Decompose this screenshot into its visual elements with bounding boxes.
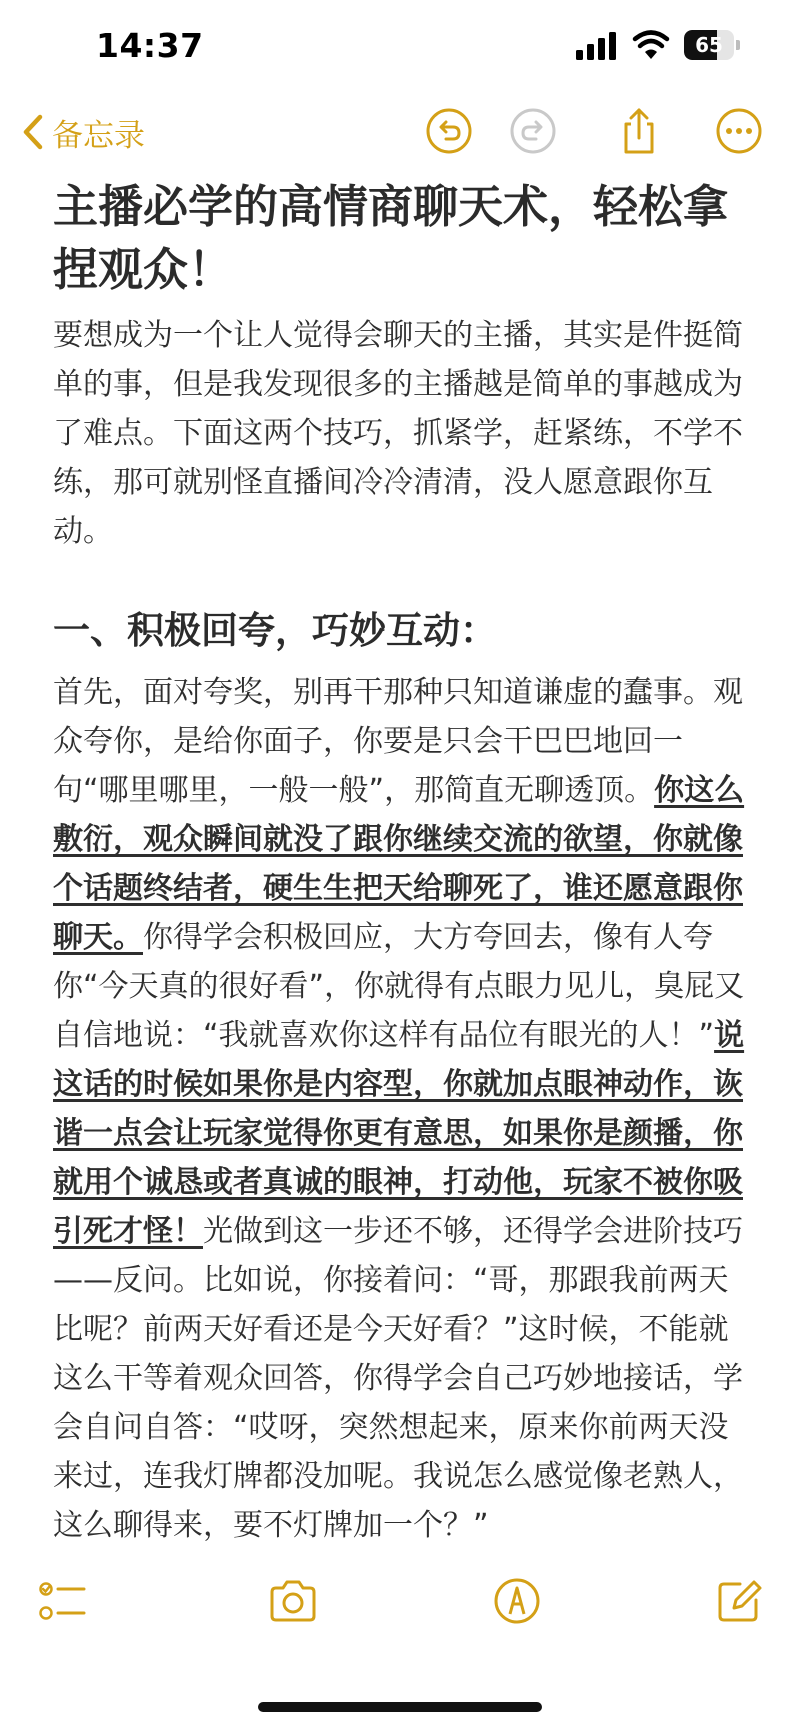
wifi-icon [632, 30, 670, 60]
status-bar [0, 0, 800, 90]
home-indicator[interactable] [258, 1702, 542, 1712]
battery-indicator [684, 30, 740, 60]
back-button[interactable] [22, 108, 145, 156]
redo-icon[interactable] [508, 106, 558, 156]
emphasized-text: 你这么敷衍，观众瞬间就没了跟你继续交流的欲望，你就像个话题终结者，硬生生把天给聊死了，谁还愿意跟你聊天。 [53, 773, 745, 955]
note-intro-paragraph: 要想成为一个让人觉得会聊天的主播，其实是件挺简单的事，但是我发现很多的主播越是简单的事越成为了难点。下面这两个技巧，抓紧学，赶紧练，不学不练，那可就别怪直播间冷冷清清，没人愿意跟你互动。 [53, 318, 743, 549]
paragraph-text: 首先，面对夸奖，别再干那种只知道谦虚的蠢事。观众夸你，是给你面子，你要是只会干巴巴地回一句“哪里哪里，一般一般”，那简直无聊透顶。 [53, 675, 743, 808]
back-label: 备忘录 [52, 117, 145, 154]
camera-icon[interactable] [268, 1576, 318, 1626]
battery-level: 65 [695, 33, 723, 57]
note-title: 主播必学的高情商聊天术，轻松拿捏观众！ [53, 180, 729, 296]
checklist-icon[interactable] [38, 1576, 88, 1626]
paragraph-text: 你得学会积极回应，大方夸回去，像有人夸你“今天真的很好看”，你就得有点眼力见儿，臭屁又自信地说：“我就喜欢你这样有品位有眼光的人！” [53, 920, 745, 1053]
more-icon[interactable] [714, 106, 764, 156]
cellular-signal-icon [576, 32, 620, 60]
emphasized-text: 说这话的时候如果你是内容型，你就加点眼神动作，诙谐一点会让玩家觉得你更有意思，如果你是颜播，你就用个诚恳或者真诚的眼神，打动他，玩家不被你吸引死才怪！ [53, 1018, 745, 1249]
chevron-left-icon [22, 113, 44, 151]
nav-bar [0, 100, 800, 164]
section-heading: 一、积极回夸，巧妙互动： [53, 609, 497, 652]
battery-nub [736, 40, 740, 50]
paragraph-text: 光做到这一步还不够，还得学会进阶技巧——反问。比如说，你接着问：“哥，那跟我前两天比呢？前两天好看还是今天好看？”这时候，不能就这么干等着观众回答，你得学会自己巧妙地接话，学会自问自答：“哎呀，突然想起来，原来你前两天没来过，连我灯牌都没加呢。我说怎么感觉像老熟人，这么聊得来，要不灯牌加一个？” [53, 1214, 743, 1543]
share-icon[interactable] [614, 106, 664, 156]
bottom-toolbar [0, 1568, 800, 1658]
battery-body [684, 30, 734, 60]
compose-icon[interactable] [714, 1576, 764, 1626]
markup-icon[interactable] [492, 1576, 542, 1626]
section-paragraph [53, 668, 753, 1550]
note-body[interactable] [53, 175, 753, 1550]
undo-icon[interactable] [424, 106, 474, 156]
status-time: 14:37 [96, 26, 204, 65]
